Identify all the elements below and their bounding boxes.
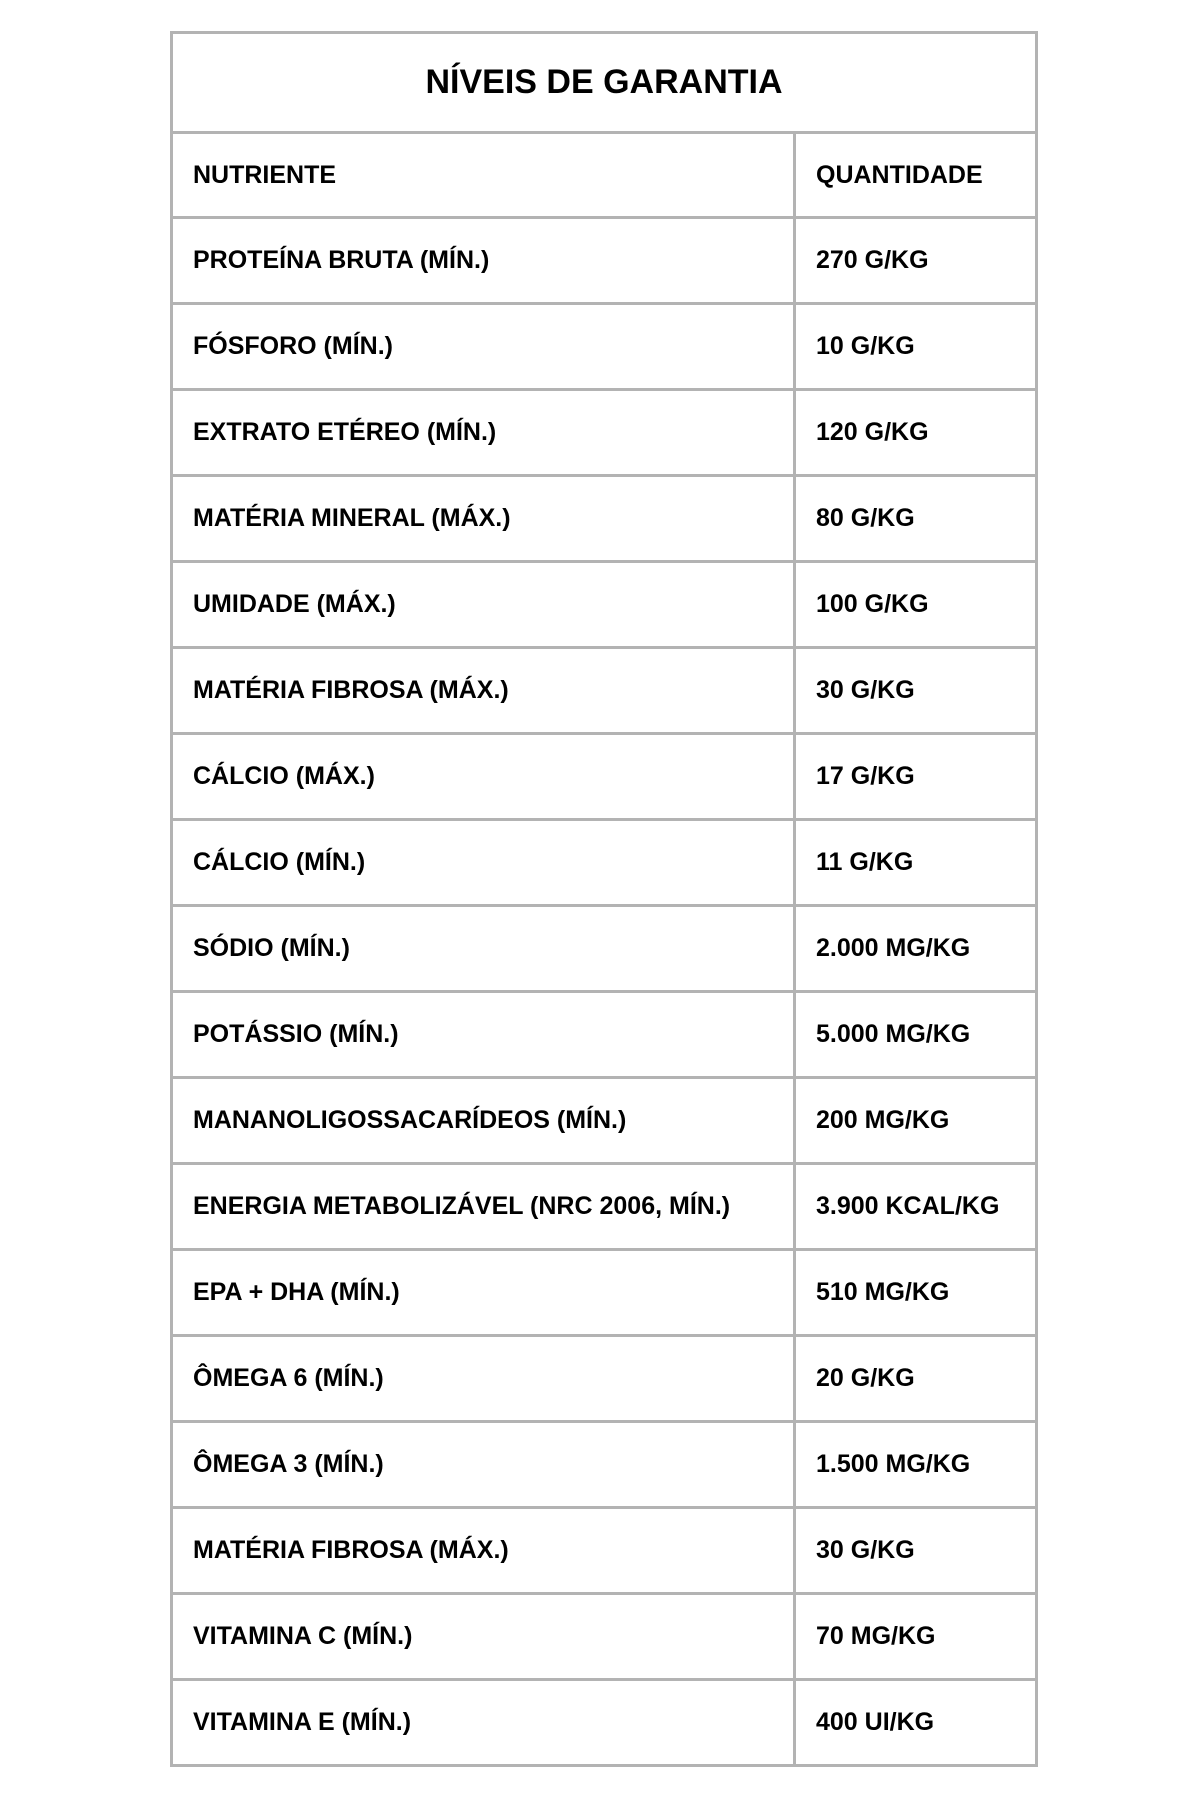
table-row	[172, 1422, 1037, 1508]
quantity-cell: 30 G/KG	[795, 648, 1037, 734]
table-row	[172, 1336, 1037, 1422]
nutrient-cell: MANANOLIGOSSACARÍDEOS (MÍN.)	[172, 1078, 795, 1164]
table-row	[172, 1078, 1037, 1164]
nutrient-cell: VITAMINA E (MÍN.)	[172, 1680, 795, 1766]
nutrient-cell: MATÉRIA FIBROSA (MÁX.)	[172, 648, 795, 734]
table-row	[172, 562, 1037, 648]
nutrient-cell: UMIDADE (MÁX.)	[172, 562, 795, 648]
table-row	[172, 734, 1037, 820]
table-title: NÍVEIS DE GARANTIA	[172, 33, 1037, 133]
nutrient-cell: ÔMEGA 3 (MÍN.)	[172, 1422, 795, 1508]
nutrient-cell: SÓDIO (MÍN.)	[172, 906, 795, 992]
nutrient-cell: CÁLCIO (MÍN.)	[172, 820, 795, 906]
nutrient-cell: MATÉRIA MINERAL (MÁX.)	[172, 476, 795, 562]
guarantee-levels-table	[170, 31, 1038, 1767]
nutrient-cell: FÓSFORO (MÍN.)	[172, 304, 795, 390]
quantity-cell: 17 G/KG	[795, 734, 1037, 820]
quantity-cell: 2.000 MG/KG	[795, 906, 1037, 992]
table-row	[172, 1164, 1037, 1250]
quantity-cell: 200 MG/KG	[795, 1078, 1037, 1164]
quantity-cell: 3.900 KCAL/KG	[795, 1164, 1037, 1250]
table-header-row	[172, 133, 1037, 218]
quantity-cell: 80 G/KG	[795, 476, 1037, 562]
table-row	[172, 476, 1037, 562]
table-row	[172, 390, 1037, 476]
table-row	[172, 906, 1037, 992]
nutrient-cell: VITAMINA C (MÍN.)	[172, 1594, 795, 1680]
table-row	[172, 218, 1037, 304]
quantity-cell: 5.000 MG/KG	[795, 992, 1037, 1078]
table-row	[172, 304, 1037, 390]
table-row	[172, 1594, 1037, 1680]
quantity-cell: 120 G/KG	[795, 390, 1037, 476]
quantity-cell: 400 UI/KG	[795, 1680, 1037, 1766]
quantity-cell: 1.500 MG/KG	[795, 1422, 1037, 1508]
nutrient-cell: ÔMEGA 6 (MÍN.)	[172, 1336, 795, 1422]
table-title-row	[172, 33, 1037, 133]
column-header-nutrient: NUTRIENTE	[172, 133, 795, 218]
quantity-cell: 100 G/KG	[795, 562, 1037, 648]
guarantee-table-container	[170, 31, 1035, 1767]
table-row	[172, 648, 1037, 734]
table-row	[172, 820, 1037, 906]
table-row	[172, 1508, 1037, 1594]
nutrient-cell: CÁLCIO (MÁX.)	[172, 734, 795, 820]
quantity-cell: 510 MG/KG	[795, 1250, 1037, 1336]
quantity-cell: 270 G/KG	[795, 218, 1037, 304]
column-header-quantity: QUANTIDADE	[795, 133, 1037, 218]
nutrient-cell: EPA + DHA (MÍN.)	[172, 1250, 795, 1336]
quantity-cell: 10 G/KG	[795, 304, 1037, 390]
table-row	[172, 992, 1037, 1078]
nutrient-cell: ENERGIA METABOLIZÁVEL (NRC 2006, MÍN.)	[172, 1164, 795, 1250]
nutrient-cell: POTÁSSIO (MÍN.)	[172, 992, 795, 1078]
quantity-cell: 11 G/KG	[795, 820, 1037, 906]
quantity-cell: 30 G/KG	[795, 1508, 1037, 1594]
table-row	[172, 1250, 1037, 1336]
quantity-cell: 70 MG/KG	[795, 1594, 1037, 1680]
nutrient-cell: PROTEÍNA BRUTA (MÍN.)	[172, 218, 795, 304]
nutrient-cell: EXTRATO ETÉREO (MÍN.)	[172, 390, 795, 476]
table-row	[172, 1680, 1037, 1766]
quantity-cell: 20 G/KG	[795, 1336, 1037, 1422]
nutrient-cell: MATÉRIA FIBROSA (MÁX.)	[172, 1508, 795, 1594]
